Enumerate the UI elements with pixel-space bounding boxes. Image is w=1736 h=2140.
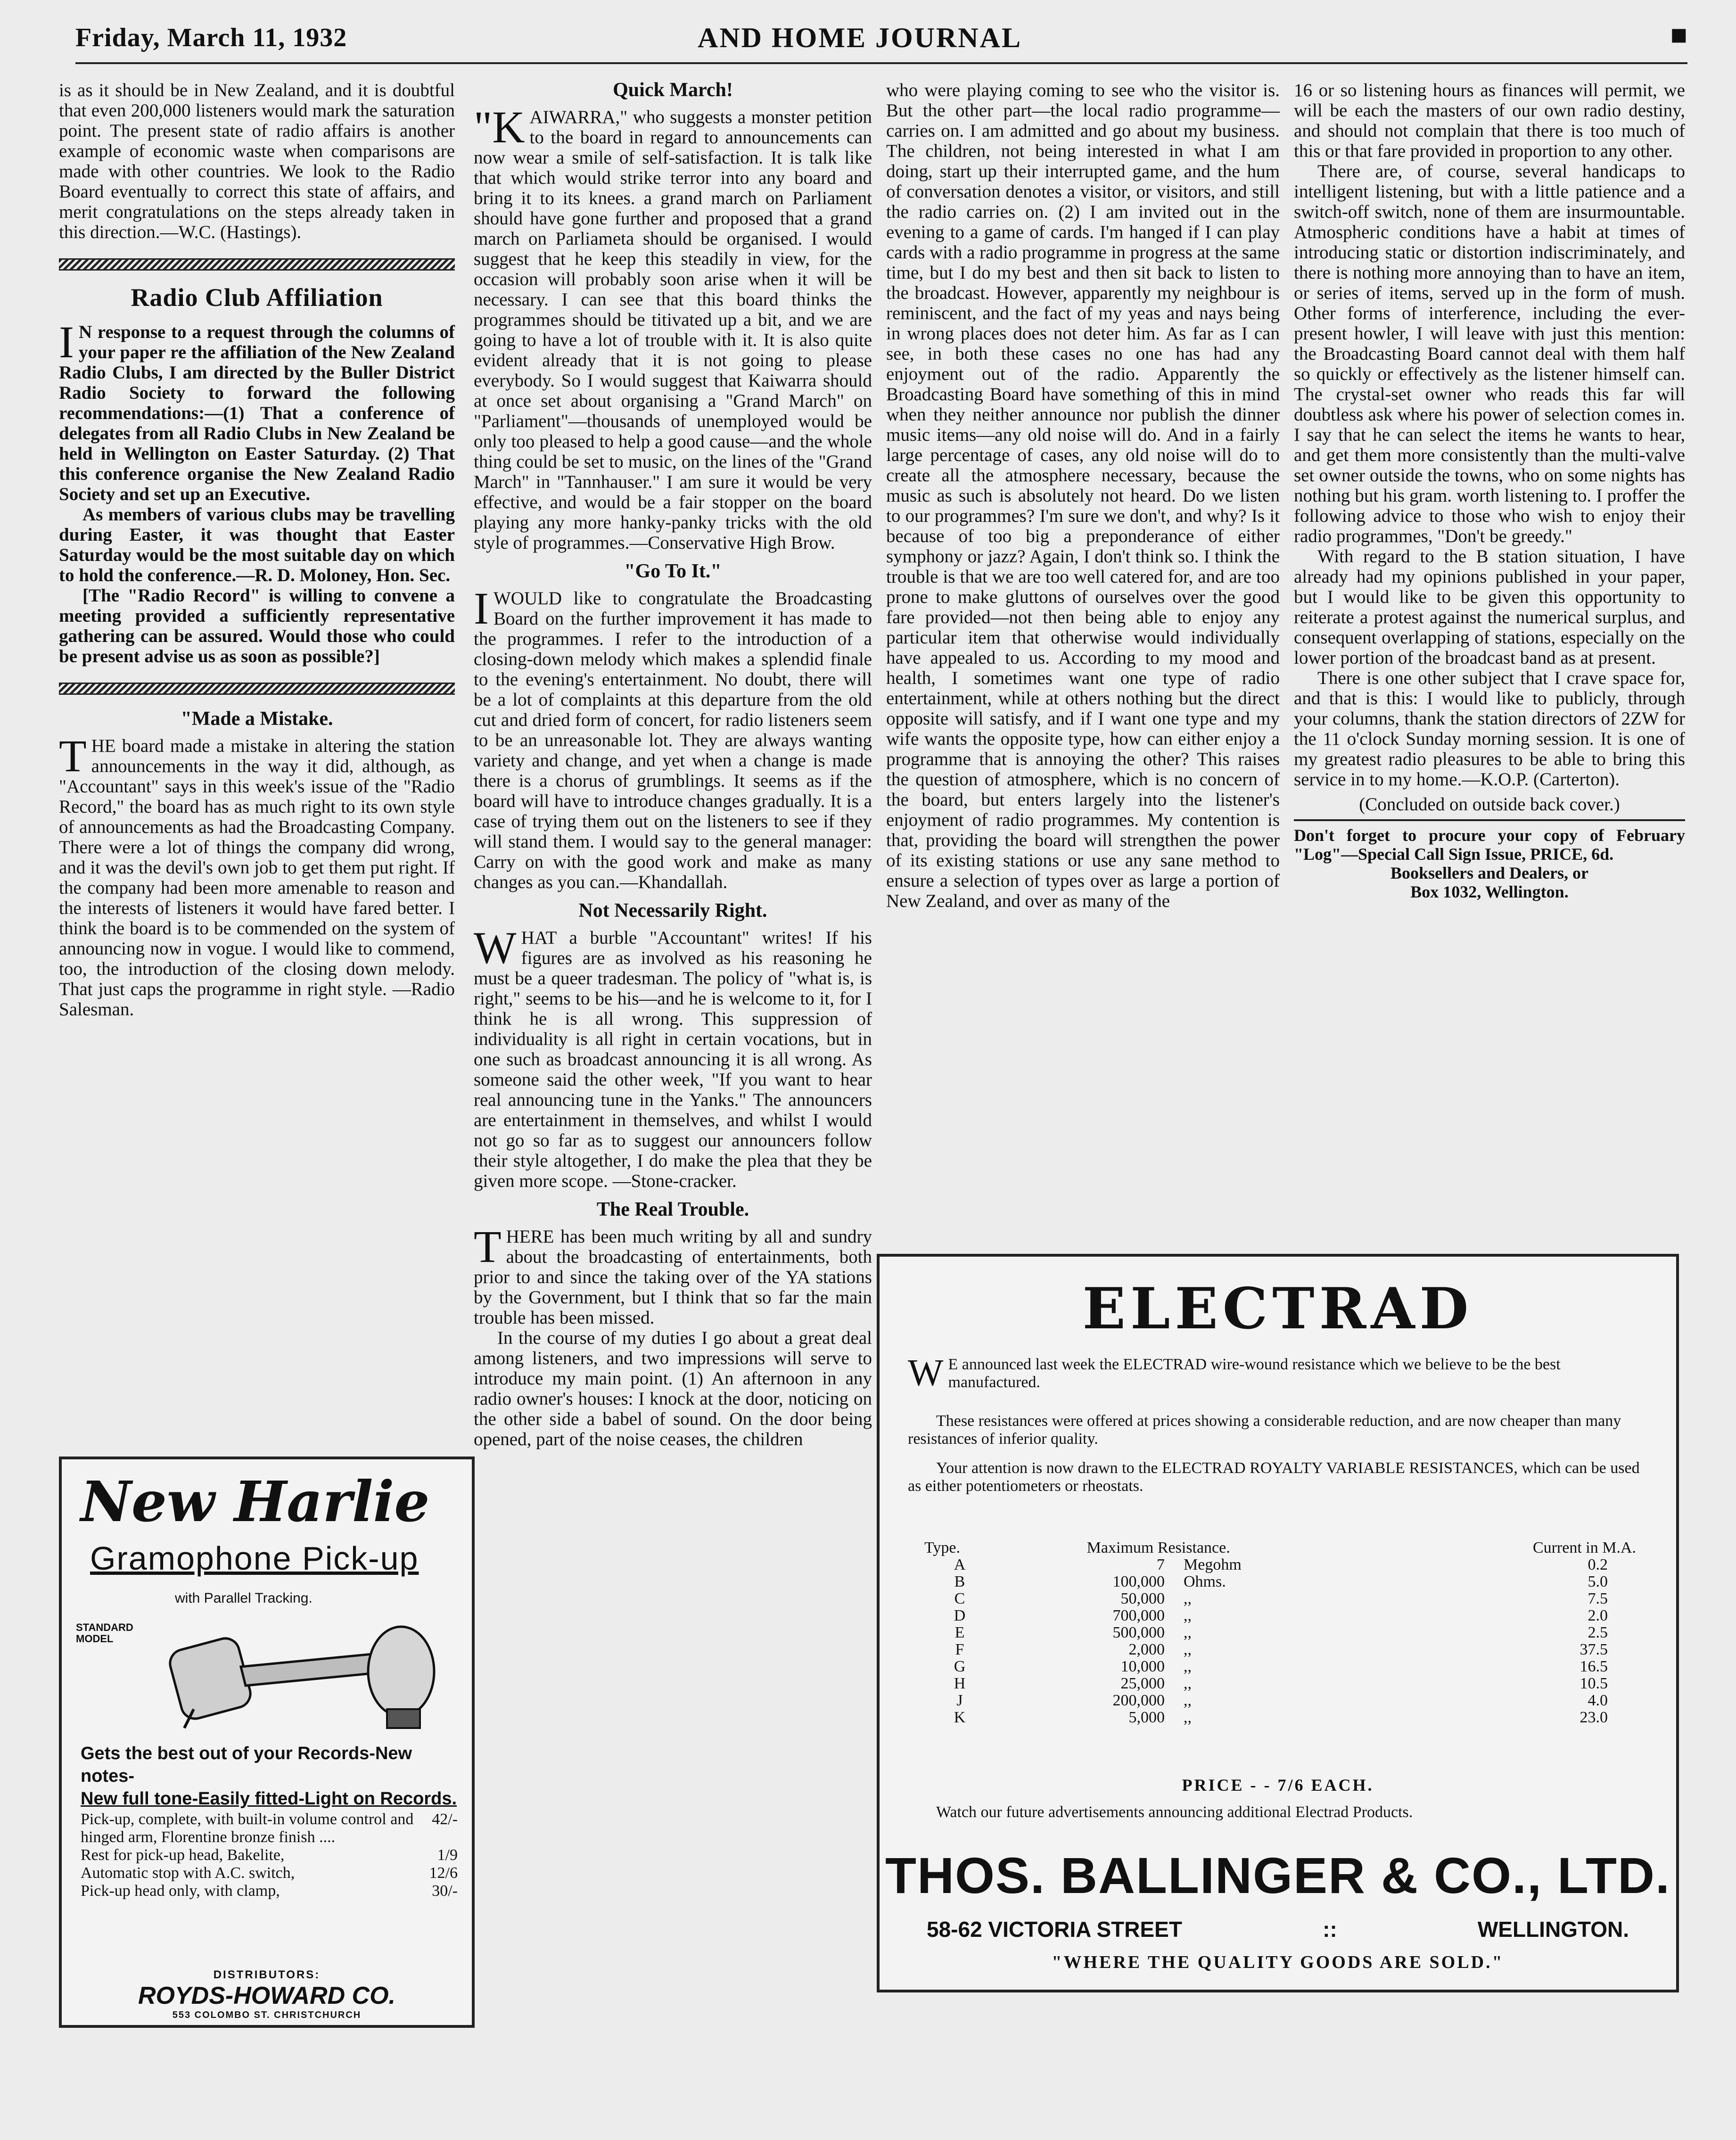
city: WELLINGTON. (1477, 1917, 1629, 1942)
letter-go-to-it (474, 583, 872, 892)
column-4 (1294, 80, 1685, 901)
letter-made-a-mistake (59, 731, 455, 1020)
tagline-line-1: Gets the best out of your Records-New notes- (81, 1744, 412, 1786)
concluded-note: (Concluded on outside back cover.) (1359, 794, 1620, 815)
address-separator: :: (1323, 1917, 1337, 1942)
log-notice (1294, 826, 1685, 901)
harlie-tagline (81, 1742, 458, 1810)
pickup-arm-illustration (165, 1615, 448, 1733)
quick-march-paragraph: AIWARRA," who suggests a monster petition to the board in regard to announcements can now wear a smile of self-satisfaction. It is talk like that which would strike terror into any board and bring it to its knees. a grand march on Parliament should have gone further and proposed that a grand march on Parliameta should be organised. I would suggest that he keep this steadily in view, for the occasion will probably soon arise when it will be necessary. I can see that this board thinks the programmes should be titivated up a bit, and we are going to have a lot of trouble with it. It is also quite evident already that it is not going to please everybody. So I would suggest that Kaiwarra should at once set about organising a "Grand March" on "Parliament"—thousands of unemployed would be only too pleased to help a good cause—and the whole thing could be set to music, on the lines of the "Grand March" in "Tannhauser." I am sure it would be very effective, and would be a fair stopper on the board playing any more hanky-panky tricks with the old style of programmes.—Conservative High Brow. (474, 107, 872, 553)
harlie-parallel-tracking: with Parallel Tracking. (175, 1590, 313, 1606)
letter-quick-march (474, 102, 872, 553)
drop-cap: T (59, 731, 87, 781)
table-row: H 25,000 ,, 10.5 (954, 1675, 1608, 1692)
column-3 (886, 80, 1280, 911)
electrad-paragraph-3: Your attention is now drawn to the ELECTRAD ROYALTY VARIABLE RESISTANCES, which can be used as either potentiometers or rheostats. (908, 1459, 1640, 1495)
harlie-price-list (81, 1811, 458, 1900)
table-header: Type. Maximum Resistance. Current in M.A. (924, 1539, 1636, 1556)
electrad-price: PRICE - - 7/6 EACH. (1182, 1776, 1374, 1794)
divider (59, 258, 455, 271)
table-row: G 10,000 ,, 16.5 (954, 1658, 1608, 1675)
distributors-label: DISTRIBUTORS: (213, 1968, 321, 1981)
section-title-not-necessarily-right: Not Necessarily Right. (578, 900, 767, 922)
electrad-watch-note: Watch our future advertisements announcing additional Electrad Products. (936, 1803, 1413, 1821)
harlie-standard-model: STANDARD MODEL (76, 1621, 133, 1645)
real-trouble-paragraph-2: In the course of my duties I go about a great deal among listeners, and two impressions will serve to introduce my main point. (1) An afternoon in any radio owner's houses: I knock at the door, noticing on the other side a babel of sound. On the door being opened, part of the noise ceases, the children (474, 1328, 872, 1449)
affiliation-paragraph-1: N response to a request through the columns of your paper re the affiliation of the New Zealand Radio Clubs, I am directed by the Buller District Radio Society to forward the following recommendations:—(1) That a conference of delegates from all Radio Clubs in New Zealand be held in Wellington on Easter Saturday. (2) That this conference organise the New Zealand Radio Society and set up an Executive. (59, 322, 455, 504)
corner-mark: ■ (1670, 19, 1687, 50)
column-2 (474, 80, 872, 1449)
table-row: A 7 Megohm 0.2 (954, 1556, 1608, 1573)
electrad-intro-text: E announced last week the ELECTRAD wire-wound resistance which we believe to be the best manufactured. (948, 1356, 1561, 1391)
real-trouble-paragraph-1: HERE has been much writing by all and sundry about the broadcasting of entertainments, both prior to and since the taking over of the YA stations by the Government, but I think that so far the main trouble has been missed. (474, 1226, 872, 1328)
price-item: Pick-up head only, with clamp, 30/- (81, 1882, 458, 1900)
column-1 (59, 80, 455, 1020)
harlie-subtitle: Gramophone Pick-up (90, 1540, 419, 1577)
price-item: Pick-up, complete, with built-in volume control and hinged arm, Florentine bronze finish .... 42/- (81, 1811, 458, 1846)
table-row: E 500,000 ,, 2.5 (954, 1624, 1608, 1641)
section-title-real-trouble: The Real Trouble. (596, 1199, 749, 1220)
drop-cap: I (59, 317, 74, 367)
mistake-paragraph: HE board made a mistake in altering the station announcements in the way it did, although, as "Accountant" says in this week's issue of the "Radio Record," the board has as much right to its own style of announcements as had the Broadcasting Company. There were a lot of things the company did wrong, and it was the devil's own job to get them put right. If the company had been more amenable to reason and the interests of listeners it would have fared better. I think the board is to be commended on the system of announcing now in vogue. I would like to commend, too, the introduction of the closing down melody. That just caps the programme in right style. —Radio Salesman. (59, 736, 455, 1020)
thanks-paragraph: There is one other subject that I crave space for, and that is this: I would like to publicly, through your columns, thank the station directors of 2ZW for the 11 o'clock Sunday morning session. It is one of my greatest radio pleasures to be able to bring this service in to my home.—K.O.P. (Carterton). (1294, 668, 1685, 790)
letter-radio-club-affiliation (59, 317, 455, 667)
divider (1294, 819, 1685, 821)
harlie-pickup-advertisement (59, 1457, 475, 2028)
price-item: Rest for pick-up head, Bakelite, 1/9 (81, 1846, 458, 1864)
handicaps-paragraph: There are, of course, several handicaps to intelligent listening, but with a little patience and a switch-off switch, none of them are insurmountable. Atmospheric conditions have a habit at times of introducing static or distortion indiscriminately, and there is nothing more annoying than to have an item, or series of items, served up in the form of mush. Other forms of interference, including the ever-present howler, I will leave with just this mention: the Broadcasting Board cannot deal with them half so quickly or effectively as the listener himself can. The crystal-set owner who reads this far will doubtless ask where his power of selection comes in. I say that he can select the items he wants to hear, and get them more consistently than the multi-valve set owner outside the towns, who on some nights has nothing but his gram. worth listening to. I proffer the following advice to those who wish to enjoy their radio programmes, "Don't be greedy." (1294, 161, 1685, 546)
firm-name: THOS. BALLINGER & CO., LTD. (885, 1847, 1670, 1904)
drop-cap: I (474, 583, 489, 634)
drop-cap: "K (474, 102, 525, 152)
notice-line-2: Booksellers and Dealers, or (1390, 864, 1588, 882)
real-trouble-continued: who were playing coming to see who the visitor is. But the other part—the local radio programme—carries on. I am admitted and go about my business. The children, not being interested in what I am doing, start up their interrupted game, and the hum of conversation denotes a visitor, or visitors, and still the radio carries on. (2) I am invited out in the evening to a game of cards. I'm hanged if I can play cards with a radio programme in progress at the same time, but I do my best and then sit back to listen to the broadcast. However, apparently my neighbour is reminiscent, and the fact of my yeas and nays being in wrong places does not deter him. As far as I can see, in both these cases no one has had any enjoyment out of the radio. Apparently the Broadcasting Board have something of this in mind when they neither announce nor publish the dinner music items—any old noise will do. And in a fairly large percentage of cases, any old noise will do to create all the atmosphere necessary, because the music as such is absolutely not heard. Do we listen to our programmes? I'm sure we don't, and why? Is it because of too big a preponderance of either symphony or jazz? Again, I don't think so. I think the trouble is that we are too well catered for, and are too prone to make gluttons of ourselves over the good fare provided—not then being able to enjoy any particular item that otherwise would individually have appealed to us. According to my mood and health, I sometimes want one type of radio entertainment, while at others nothing but the direct opposite will satisfy, and if I want one type and my wife wants the opposite type, how can either enjoy a programme that is annoying the other? This raises the question of atmosphere, which is no concern of the board, but enters largely into the listener's enjoyment of radio programmes. My contention is that, providing the board will strengthen the power of its existing stations or use any sane method to ensure a selection of types over as large a portion of New Zealand, and over as many of the (886, 80, 1280, 911)
issue-date: Friday, March 11, 1932 (75, 23, 347, 52)
letter-not-necessarily-right (474, 922, 872, 1191)
electrad-advertisement (877, 1254, 1679, 1992)
distributor-address: 553 COLOMBO ST. CHRISTCHURCH (172, 2010, 362, 2020)
table-row: K 5,000 ,, 23.0 (954, 1709, 1608, 1726)
notice-line-1: Don't forget to procure your copy of February "Log"—Special Call Sign Issue, PRICE, 6d. (1294, 826, 1685, 864)
publication-title: AND HOME JOURNAL (698, 22, 1022, 53)
distributor-name: ROYDS-HOWARD CO. (138, 1982, 395, 2009)
letter-wc-hastings-end: is as it should be in New Zealand, and it is doubtful that even 200,000 listeners would mark the saturation point. The present state of radio affairs is another example of economic waste when comparisons are made with other countries. We look to the Radio Board eventually to correct this state of affairs, and merit congratulations on the steps already taken in this direction.—W.C. (Hastings). (59, 80, 455, 242)
table-row: J 200,000 ,, 4.0 (956, 1692, 1608, 1709)
section-title-go-to-it: "Go To It." (624, 560, 722, 582)
table-row: C 50,000 ,, 7.5 (954, 1590, 1608, 1607)
section-title-made-a-mistake: "Made a Mistake. (181, 708, 333, 730)
editor-note: [The "Radio Record" is willing to convene a meeting provided a sufficiently representative gathering can be assured. Would those who could be present advise us as soon as possible?] (59, 585, 455, 667)
harlie-brand-logo: New Harlie (81, 1469, 430, 1534)
firm-slogan: "WHERE THE QUALITY GOODS ARE SOLD." (1052, 1952, 1504, 1972)
electrad-paragraph-2: These resistances were offered at prices showing a considerable reduction, and are now cheaper than many resistances of inferior quality. (908, 1412, 1621, 1448)
section-title-radio-club-affiliation: Radio Club Affiliation (131, 283, 383, 312)
notice-line-3: Box 1032, Wellington. (1410, 882, 1569, 901)
letter-real-trouble (474, 1221, 872, 1449)
affiliation-paragraph-2: As members of various clubs may be travelling during Easter, it was thought that Easter Saturday would be the most suitable day on which to hold the conference.—R. D. Moloney, Hon. Sec. (59, 504, 455, 585)
table-row: F 2,000 ,, 37.5 (955, 1641, 1608, 1658)
electrad-title: ELECTRAD (1082, 1276, 1473, 1342)
table-row: B 100,000 Ohms. 5.0 (954, 1573, 1608, 1590)
not-necessarily-right-paragraph: HAT a burble "Accountant" writes! If his figures are as involved as his reasoning he must be a queer tradesman. The policy of "what is, is right," seems to be his—and he is welcome to it, for I think he is all wrong. This suppression of individuality is all right in certain vocations, but in one such as broadcast announcing it is all wrong. As someone said the other week, "If you want to hear real announcing tune in the Yanks." The announcers are entertainment in themselves, and whilst I would not go so far as to suggest our announcers follow their style altogether, I do make the plea that they be given more scope. —Stone-cracker. (474, 928, 872, 1191)
section-title-quick-march: Quick March! (613, 79, 733, 101)
divider (59, 683, 455, 695)
page-header (75, 19, 1687, 64)
street-address: 58-62 VICTORIA STREET (927, 1917, 1182, 1942)
resistance-table (924, 1539, 1641, 1726)
drop-cap: W (474, 922, 517, 973)
electrad-intro (908, 1352, 1648, 1394)
tagline-line-2: New full tone-Easily fitted-Light on Records. (81, 1789, 457, 1809)
b-station-paragraph: With regard to the B station situation, I have already had my opinions published in your paper, but I would like to be given this opportunity to reiterate a protest against the numerical surplus, and consequent overlapping of stations, especially on the lower portion of the broadcast band as at present. (1294, 546, 1685, 668)
drop-cap: T (474, 1221, 502, 1272)
firm-address (927, 1917, 1629, 1942)
price-item: Automatic stop with A.C. switch, 12/6 (81, 1864, 458, 1882)
table-row: D 700,000 ,, 2.0 (954, 1607, 1608, 1624)
drop-cap: W (908, 1352, 944, 1394)
real-trouble-continued-2: 16 or so listening hours as finances will permit, we will be each the masters of our own radio destiny, and should not complain that there is too much of this or that fare provided in proportion to any other. (1294, 80, 1685, 161)
go-to-it-paragraph: WOULD like to congratulate the Broadcasting Board on the further improvement it has made to the programmes. I refer to the introduction of a closing-down melody which makes a splendid finale to the evening's entertainment. No doubt, there will be a lot of complaints at this departure from the old cut and dried form of concert, for radio listeners seem to be an unreasonable lot. They are always wanting variety and change, and yet when a change is made there is a chorus of grumblings. It seems as if the board will have to introduce changes gradually. It is a case of trying them out on the listeners to see if they will stand them. I would say to the general manager: Carry on with the good work and make as many changes as you can.—Khandallah. (474, 588, 872, 892)
